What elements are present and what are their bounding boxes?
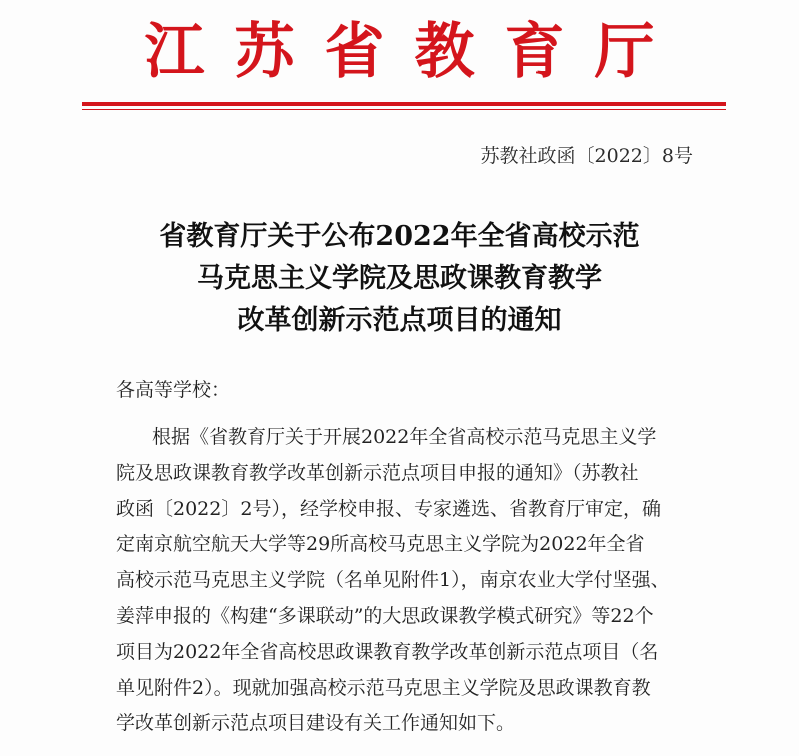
salutation: 各高等学校： <box>116 379 231 401</box>
title-line: 马克思主义学院及思政课教育教学 <box>197 263 602 294</box>
body-line: 单见附件2）。现就加强高校示范马克思主义学院及思政课教育教 <box>116 676 651 699</box>
body-line: 定南京航空航天大学等29所高校马克思主义学院为2022年全省 <box>116 533 645 556</box>
document-number: 苏教社政函〔2022〕8号 <box>480 145 693 167</box>
body-line: 姜萍申报的《构建“多课联动”的大思政课教学模式研究》等22个 <box>116 604 654 627</box>
body-line: 高校示范马克思主义学院（名单见附件1），南京农业大学付坚强、 <box>116 569 670 592</box>
header-red-rule-thick <box>82 102 726 106</box>
header-red-rule-thin <box>82 109 726 110</box>
body-line: 根据《省教育厅关于开展2022年全省高校示范马克思主义学 <box>152 426 657 448</box>
body-line: 项目为2022年全省高校思政课教育教学改革创新示范点项目（名 <box>116 640 659 663</box>
document-title <box>0 216 799 342</box>
title-line: 改革创新示范点项目的通知 <box>237 305 562 336</box>
body-paragraph <box>116 420 706 742</box>
title-line: 省教育厅关于公布2022年全省高校示范 <box>159 221 640 252</box>
agency-header-title: 江苏省教育厅 <box>144 17 685 87</box>
body-line: 院及思政课教育教学改革创新示范点项目申报的通知》（苏教社 <box>116 461 639 484</box>
body-line: 政函〔2022〕2号），经学校申报、专家遴选、省教育厅审定，确 <box>116 497 661 520</box>
body-line: 学改革创新示范点项目建设有关工作通知如下。 <box>116 712 516 735</box>
